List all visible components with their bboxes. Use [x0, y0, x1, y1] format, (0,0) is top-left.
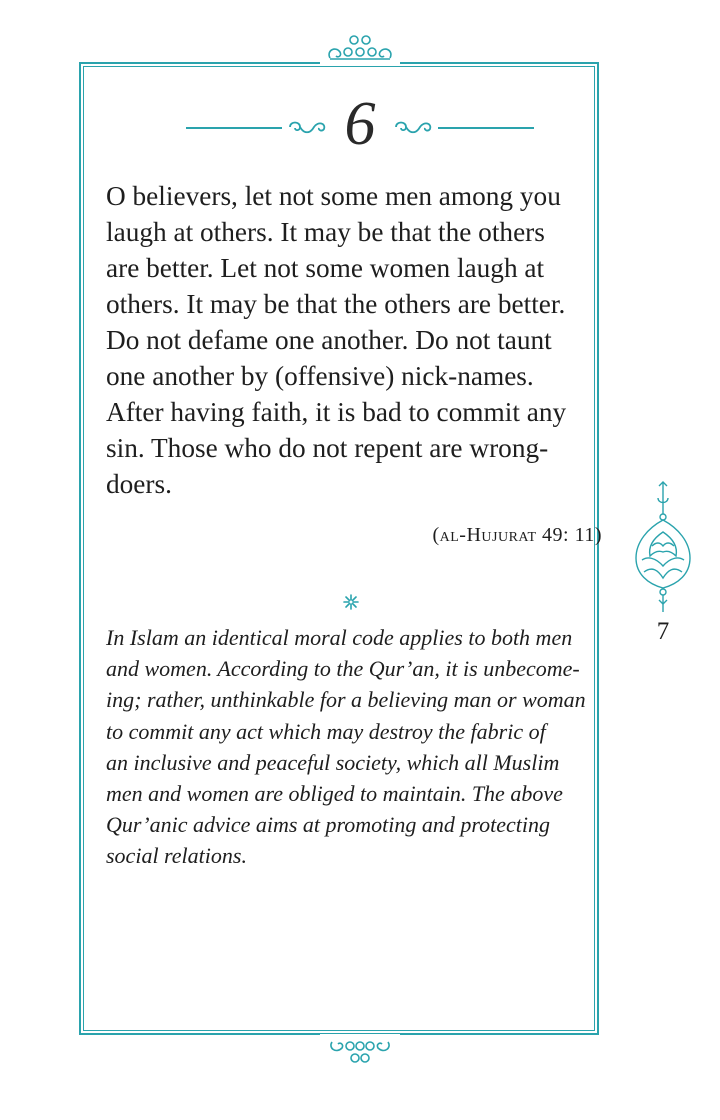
verse-line: laugh at others. It may be that the others	[106, 217, 545, 247]
commentary-line: social relations.	[106, 843, 247, 869]
verse-line: Do not defame one another. Do not taunt	[106, 325, 552, 355]
lotus-pendant-icon	[628, 480, 698, 615]
chapter-number: 6	[344, 90, 376, 158]
verse-text	[106, 178, 606, 502]
commentary-line: to commit any act which may destroy the fabric of	[106, 718, 546, 744]
commentary-line: ing; rather, unthinkable for a believing man or woman	[106, 687, 586, 713]
bottom-scroll-ornament-icon	[320, 1034, 400, 1068]
verse-line: doers.	[106, 469, 172, 499]
commentary-line: In Islam an identical moral code applies to both men	[106, 625, 573, 650]
verse-line: are better. Let not some women laugh at	[106, 253, 545, 283]
page-number: 7	[656, 618, 670, 645]
verse-line: sin. Those who do not repent are wrong-	[106, 433, 549, 463]
verse-line: O believers, let not some men among you	[106, 181, 561, 211]
swirl-right-icon	[392, 118, 434, 136]
commentary-line: and women. According to the Qur’an, it is unbecome-	[106, 656, 580, 682]
commentary-line: Qur’anic advice aims at promoting and protecting	[106, 812, 551, 838]
verse-line: one another by (offensive) nick-names.	[106, 361, 534, 391]
star-divider-icon	[343, 594, 359, 610]
top-scroll-ornament-icon	[320, 30, 400, 64]
verse-reference: (al-Hujurat 49: 11)	[432, 524, 602, 546]
verse-line: After having faith, it is bad to commit any	[106, 397, 567, 427]
commentary-line: men and women are obliged to maintain. The above	[106, 781, 563, 807]
chapter-heading	[186, 92, 534, 156]
commentary-line: an inclusive and peaceful society, which all Muslim	[106, 749, 560, 775]
commentary-text	[106, 622, 606, 872]
verse-line: others. It may be that the others are better.	[106, 289, 566, 319]
heading-rule-right	[438, 127, 534, 129]
